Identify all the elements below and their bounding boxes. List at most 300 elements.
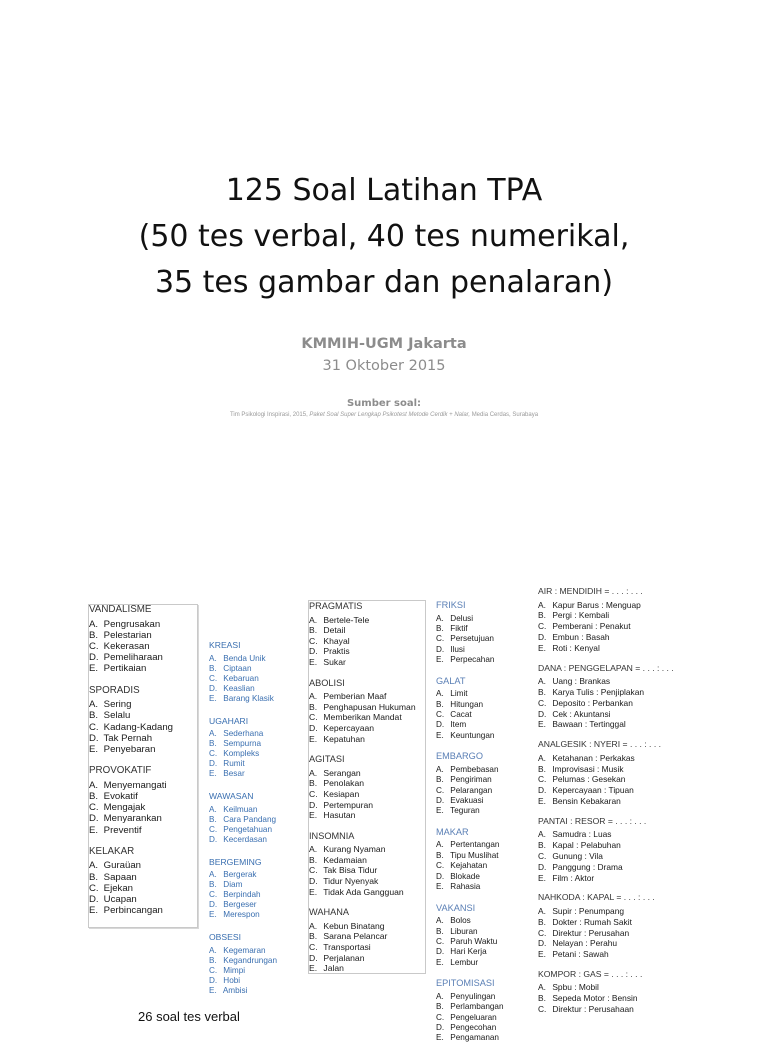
option-letter: A. bbox=[209, 870, 217, 880]
question-column-4 bbox=[436, 600, 536, 1043]
question-word: SPORADIS bbox=[89, 684, 140, 696]
option-letter: A. bbox=[538, 599, 546, 610]
option-letter: E. bbox=[309, 886, 318, 897]
option-text: Praktis bbox=[323, 646, 350, 657]
answer-option bbox=[309, 963, 425, 974]
option-letter: D. bbox=[309, 952, 318, 963]
option-letter: E. bbox=[538, 795, 546, 806]
question-block bbox=[436, 903, 536, 969]
question-word: PRAGMATIS bbox=[309, 601, 363, 611]
option-text: Khayal bbox=[323, 635, 350, 646]
option-text: Gunung : Vila bbox=[552, 850, 603, 861]
option-text: Sarana Pelancar bbox=[323, 931, 388, 942]
option-text: Rahasia bbox=[450, 882, 481, 892]
option-text: Cacat bbox=[450, 710, 472, 720]
answer-option bbox=[309, 734, 425, 745]
answer-option bbox=[209, 880, 297, 890]
option-text: Lembur bbox=[450, 957, 479, 967]
answer-option bbox=[89, 883, 197, 894]
answer-option bbox=[538, 676, 678, 687]
question-block bbox=[538, 663, 678, 731]
answer-option bbox=[436, 947, 536, 957]
option-letter: E. bbox=[436, 882, 444, 892]
question-block bbox=[309, 831, 425, 898]
answer-option bbox=[89, 791, 197, 802]
answer-option bbox=[309, 768, 425, 779]
question-block bbox=[538, 586, 678, 654]
question-column-2 bbox=[209, 640, 297, 1004]
option-letter: D. bbox=[209, 975, 218, 985]
option-text: Teguran bbox=[450, 806, 480, 816]
question-column-5 bbox=[538, 586, 678, 1024]
option-text: Deposito : Perbankan bbox=[552, 697, 633, 708]
option-letter: D. bbox=[436, 796, 445, 806]
answer-option bbox=[436, 851, 536, 861]
option-text: Mengajak bbox=[103, 802, 146, 814]
option-text: Kegandrungan bbox=[223, 955, 278, 965]
answer-option bbox=[209, 890, 297, 900]
option-letter: C. bbox=[309, 712, 318, 723]
option-text: Bergeser bbox=[223, 900, 257, 910]
question-block bbox=[209, 932, 297, 996]
option-text: Tidur Nyenyak bbox=[323, 876, 379, 887]
option-letter: A. bbox=[89, 618, 99, 630]
option-text: Panggung : Drama bbox=[552, 861, 623, 872]
option-letter: B. bbox=[538, 840, 546, 851]
option-text: Pengecohan bbox=[450, 1022, 497, 1032]
answer-option bbox=[209, 664, 297, 674]
option-letter: C. bbox=[89, 641, 99, 652]
option-text: Liburan bbox=[450, 926, 478, 936]
option-letter: A. bbox=[309, 767, 318, 778]
answer-option bbox=[436, 624, 536, 634]
answer-option bbox=[209, 986, 297, 996]
organization: KMMIH-UGM Jakarta bbox=[301, 336, 467, 352]
option-letter: D. bbox=[538, 631, 547, 642]
option-letter: C. bbox=[436, 936, 445, 946]
answer-option bbox=[89, 619, 197, 630]
option-letter: E. bbox=[538, 949, 546, 960]
answer-option bbox=[309, 789, 425, 800]
question-word: MAKAR bbox=[436, 826, 469, 837]
answer-option bbox=[89, 699, 197, 710]
option-letter: E. bbox=[538, 872, 546, 883]
answer-option bbox=[436, 1002, 536, 1012]
option-letter: E. bbox=[538, 719, 546, 730]
answer-option bbox=[89, 641, 197, 652]
option-letter: A. bbox=[436, 991, 444, 1001]
option-text: Pertempuran bbox=[323, 799, 374, 810]
option-letter: C. bbox=[436, 785, 445, 795]
option-text: Diam bbox=[223, 880, 243, 890]
option-text: Pelumas : Gesekan bbox=[552, 774, 626, 785]
option-letter: B. bbox=[309, 931, 318, 942]
option-text: Perbincangan bbox=[103, 905, 163, 917]
option-text: Kompleks bbox=[223, 749, 260, 759]
option-letter: C. bbox=[538, 850, 547, 861]
option-letter: D. bbox=[538, 861, 547, 872]
option-letter: A. bbox=[436, 916, 444, 926]
option-text: Keuntungan bbox=[450, 730, 495, 740]
answer-option bbox=[436, 1023, 536, 1033]
option-letter: C. bbox=[538, 1004, 547, 1015]
option-text: Pertentangan bbox=[450, 840, 500, 850]
option-letter: C. bbox=[309, 635, 318, 646]
option-letter: E. bbox=[89, 905, 99, 917]
option-letter: E. bbox=[209, 985, 217, 995]
option-text: Embun : Basah bbox=[552, 631, 610, 642]
option-text: Cek : Akuntansi bbox=[552, 708, 611, 719]
answer-option bbox=[538, 862, 678, 873]
option-letter: C. bbox=[89, 802, 99, 814]
answer-option bbox=[538, 753, 678, 764]
option-letter: C. bbox=[436, 1012, 445, 1022]
option-text: Limit bbox=[450, 689, 468, 699]
option-text: Spbu : Mobil bbox=[552, 982, 599, 993]
option-text: Ketahanan : Perkakas bbox=[552, 752, 635, 763]
option-letter: B. bbox=[209, 663, 217, 673]
answer-option bbox=[436, 700, 536, 710]
question-block bbox=[89, 766, 197, 836]
answer-option bbox=[209, 739, 297, 749]
option-text: Selalu bbox=[103, 710, 131, 722]
question-block bbox=[436, 827, 536, 893]
answer-option bbox=[309, 800, 425, 811]
option-text: Penyulingan bbox=[450, 991, 496, 1001]
answer-option bbox=[309, 931, 425, 942]
answer-option bbox=[209, 729, 297, 739]
option-letter: A. bbox=[538, 752, 546, 763]
option-letter: B. bbox=[436, 699, 444, 709]
answer-option bbox=[209, 654, 297, 664]
option-text: Supir : Penumpang bbox=[552, 905, 625, 916]
question-word: KREASI bbox=[209, 640, 241, 650]
answer-option bbox=[209, 684, 297, 694]
option-letter: E. bbox=[436, 655, 444, 665]
question-word: UGAHARI bbox=[209, 715, 249, 726]
answer-option bbox=[538, 906, 678, 917]
option-text: Bergerak bbox=[223, 870, 257, 880]
source-label: Sumber soal: bbox=[346, 398, 422, 409]
question-block bbox=[309, 678, 425, 745]
option-text: Benda Unik bbox=[223, 653, 266, 663]
option-text: Nelayan : Perahu bbox=[552, 938, 618, 949]
question-word: NAHKODA : KAPAL = . . . : . . . bbox=[538, 892, 655, 903]
option-letter: B. bbox=[209, 880, 217, 890]
option-text: Ucapan bbox=[103, 894, 137, 906]
answer-option bbox=[436, 655, 536, 665]
answer-option bbox=[89, 780, 197, 791]
option-text: Hari Kerja bbox=[450, 947, 487, 957]
answer-option bbox=[436, 840, 536, 850]
answer-option bbox=[436, 689, 536, 699]
answer-option bbox=[309, 615, 425, 626]
answer-option bbox=[436, 937, 536, 947]
option-letter: C. bbox=[538, 697, 547, 708]
answer-option bbox=[89, 802, 197, 813]
answer-option bbox=[309, 691, 425, 702]
option-text: Hasutan bbox=[323, 810, 356, 821]
answer-option bbox=[538, 610, 678, 621]
option-letter: D. bbox=[436, 644, 445, 654]
option-letter: C. bbox=[209, 824, 218, 834]
answer-option bbox=[538, 829, 678, 840]
option-letter: D. bbox=[309, 646, 318, 657]
option-text: Uang : Brankas bbox=[552, 676, 611, 687]
option-letter: B. bbox=[538, 993, 546, 1004]
option-letter: B. bbox=[436, 775, 444, 785]
option-letter: A. bbox=[209, 653, 217, 663]
option-letter: D. bbox=[436, 871, 445, 881]
answer-option bbox=[309, 636, 425, 647]
option-text: Kapal : Pelabuhan bbox=[552, 840, 621, 851]
answer-option bbox=[436, 710, 536, 720]
option-text: Petani : Sawah bbox=[552, 949, 609, 960]
option-letter: D. bbox=[89, 652, 99, 664]
answer-option bbox=[309, 778, 425, 789]
answer-option bbox=[436, 645, 536, 655]
option-letter: D. bbox=[436, 947, 445, 957]
option-text: Tak Bisa Tidur bbox=[323, 865, 378, 876]
option-letter: B. bbox=[309, 854, 318, 865]
option-text: Pemeliharaan bbox=[103, 652, 163, 664]
answer-option bbox=[89, 813, 197, 824]
option-text: Blokade bbox=[450, 871, 480, 881]
answer-option bbox=[538, 993, 678, 1004]
date: 31 Oktober 2015 bbox=[322, 358, 446, 374]
option-text: Perjalanan bbox=[323, 952, 365, 963]
option-letter: C. bbox=[436, 710, 445, 720]
option-text: Kecerdasan bbox=[223, 834, 267, 844]
option-letter: D. bbox=[209, 900, 218, 910]
option-letter: A. bbox=[538, 905, 546, 916]
option-text: Tidak Ada Gangguan bbox=[323, 886, 404, 897]
answer-option bbox=[209, 870, 297, 880]
answer-option bbox=[436, 861, 536, 871]
option-letter: B. bbox=[209, 739, 217, 749]
option-text: Kadang-Kadang bbox=[103, 721, 174, 733]
option-letter: D. bbox=[436, 720, 445, 730]
answer-option bbox=[89, 872, 197, 883]
question-word: VAKANSI bbox=[436, 902, 476, 913]
option-text: Menyarankan bbox=[103, 813, 162, 825]
option-letter: D. bbox=[309, 799, 318, 810]
answer-option bbox=[538, 982, 678, 993]
option-letter: E. bbox=[436, 730, 444, 740]
option-letter: A. bbox=[436, 764, 444, 774]
option-letter: A. bbox=[436, 689, 444, 699]
question-word: FRIKSI bbox=[436, 600, 466, 610]
option-letter: E. bbox=[309, 733, 318, 744]
option-text: Penolakan bbox=[323, 778, 365, 789]
option-text: Memberikan Mandat bbox=[323, 712, 402, 723]
option-letter: C. bbox=[538, 621, 547, 632]
question-word: WAHANA bbox=[309, 907, 349, 918]
question-block bbox=[436, 978, 536, 1044]
option-letter: E. bbox=[209, 693, 217, 703]
question-word: OBSESI bbox=[209, 932, 241, 943]
question-word: ANALGESIK : NYERI = . . . : . . . bbox=[538, 739, 661, 750]
option-letter: D. bbox=[538, 708, 547, 719]
answer-option bbox=[436, 786, 536, 796]
option-letter: A. bbox=[538, 982, 546, 993]
option-text: Pemberian Maaf bbox=[323, 691, 387, 702]
answer-option bbox=[89, 630, 197, 641]
answer-option bbox=[89, 663, 197, 674]
answer-option bbox=[436, 720, 536, 730]
question-word: ABOLISI bbox=[309, 677, 345, 688]
option-letter: C. bbox=[209, 965, 218, 975]
answer-option bbox=[436, 916, 536, 926]
option-letter: B. bbox=[436, 1002, 444, 1012]
answer-option bbox=[309, 876, 425, 887]
option-letter: A. bbox=[436, 840, 444, 850]
option-text: Penyebaran bbox=[103, 744, 156, 756]
answer-option bbox=[538, 796, 678, 807]
option-text: Ciptaan bbox=[223, 663, 252, 673]
answer-option bbox=[436, 882, 536, 892]
option-letter: A. bbox=[436, 613, 444, 623]
question-word: GALAT bbox=[436, 675, 466, 686]
option-text: Besar bbox=[223, 769, 245, 779]
answer-option bbox=[309, 855, 425, 866]
question-block bbox=[209, 640, 297, 704]
option-letter: C. bbox=[436, 634, 445, 644]
question-word: EMBARGO bbox=[436, 751, 483, 762]
option-letter: B. bbox=[538, 763, 546, 774]
option-letter: D. bbox=[309, 876, 318, 887]
option-letter: B. bbox=[538, 686, 546, 697]
option-text: Barang Klasik bbox=[223, 693, 274, 703]
answer-option bbox=[538, 938, 678, 949]
answer-option bbox=[538, 632, 678, 643]
option-text: Merespon bbox=[223, 910, 260, 920]
option-letter: B. bbox=[209, 955, 217, 965]
option-letter: B. bbox=[309, 701, 318, 712]
answer-option bbox=[209, 825, 297, 835]
answer-option bbox=[538, 600, 678, 611]
option-text: Penghapusan Hukuman bbox=[323, 701, 416, 712]
option-text: Perpecahan bbox=[450, 655, 495, 665]
option-text: Pengetahuan bbox=[223, 824, 272, 834]
answer-option bbox=[209, 749, 297, 759]
answer-option bbox=[436, 872, 536, 882]
source-book-title: Paket Soal Super Lengkap Psikotest Metode Cerdik + Nalar, bbox=[309, 412, 471, 418]
question-block bbox=[436, 600, 536, 666]
option-text: Sering bbox=[103, 699, 132, 711]
question-block bbox=[309, 601, 425, 668]
question-word: PANTAI : RESOR = . . . : . . . bbox=[538, 815, 647, 826]
question-block bbox=[89, 847, 197, 917]
option-text: Perlambangan bbox=[450, 1002, 504, 1012]
option-text: Kepercayaan : Tipuan bbox=[552, 785, 634, 796]
question-block bbox=[538, 892, 678, 960]
option-text: Rumit bbox=[223, 759, 245, 769]
answer-option bbox=[436, 634, 536, 644]
option-letter: D. bbox=[209, 759, 218, 769]
option-text: Sapaan bbox=[103, 871, 137, 883]
answer-option bbox=[309, 953, 425, 964]
option-text: Item bbox=[450, 720, 467, 730]
answer-option bbox=[309, 723, 425, 734]
option-letter: C. bbox=[309, 942, 318, 953]
option-text: Serangan bbox=[323, 767, 361, 778]
answer-option bbox=[309, 712, 425, 723]
caption: 26 soal tes verbal bbox=[138, 1009, 240, 1024]
answer-option bbox=[89, 905, 197, 916]
option-text: Pengiriman bbox=[450, 775, 492, 785]
option-text: Fiktif bbox=[450, 624, 468, 633]
answer-option bbox=[89, 894, 197, 905]
answer-option bbox=[436, 775, 536, 785]
option-letter: E. bbox=[436, 1033, 444, 1043]
answer-option bbox=[538, 785, 678, 796]
answer-option bbox=[538, 917, 678, 928]
title-line-1: 125 Soal Latihan TPA bbox=[225, 173, 543, 208]
option-text: Bensin Kebakaran bbox=[552, 795, 621, 806]
question-word: PROVOKATIF bbox=[89, 765, 152, 777]
question-block bbox=[538, 969, 678, 1015]
answer-option bbox=[209, 835, 297, 845]
option-letter: C. bbox=[309, 865, 318, 876]
question-block bbox=[209, 716, 297, 780]
question-word: KOMPOR : GAS = . . . : . . . bbox=[538, 968, 643, 979]
option-letter: A. bbox=[209, 729, 217, 739]
option-text: Kejahatan bbox=[450, 861, 488, 871]
option-letter: B. bbox=[89, 871, 99, 883]
option-letter: B. bbox=[538, 916, 546, 927]
source-publisher: Media Cerdas, Surabaya bbox=[471, 412, 539, 418]
option-letter: B. bbox=[309, 778, 318, 789]
option-letter: D. bbox=[538, 785, 547, 796]
answer-option bbox=[309, 625, 425, 636]
option-letter: A. bbox=[309, 920, 318, 931]
option-letter: C. bbox=[538, 927, 547, 938]
answer-option bbox=[538, 709, 678, 720]
option-letter: E. bbox=[209, 769, 217, 779]
question-word: INSOMNIA bbox=[309, 830, 355, 841]
question-block bbox=[209, 791, 297, 845]
answer-option bbox=[436, 806, 536, 816]
option-letter: B. bbox=[89, 791, 99, 803]
answer-option bbox=[89, 825, 197, 836]
page-title bbox=[0, 168, 768, 306]
answer-option bbox=[209, 910, 297, 920]
option-text: Jalan bbox=[323, 963, 344, 974]
answer-option bbox=[309, 646, 425, 657]
option-text: Kepercayaan bbox=[323, 722, 375, 733]
option-text: Paruh Waktu bbox=[450, 936, 498, 946]
option-text: Dokter : Rumah Sakit bbox=[552, 916, 632, 927]
option-letter: B. bbox=[436, 850, 444, 860]
option-text: Tak Pernah bbox=[103, 732, 153, 744]
answer-option bbox=[436, 927, 536, 937]
answer-option bbox=[538, 643, 678, 654]
option-text: Direktur : Perusahaan bbox=[552, 1004, 634, 1015]
answer-option bbox=[436, 765, 536, 775]
answer-option bbox=[538, 949, 678, 960]
question-word: VANDALISME bbox=[89, 604, 152, 615]
question-block bbox=[309, 907, 425, 974]
answer-option bbox=[209, 956, 297, 966]
option-text: Menyemangati bbox=[103, 779, 167, 791]
option-letter: C. bbox=[89, 721, 99, 733]
option-text: Kekerasan bbox=[103, 641, 150, 652]
option-letter: D. bbox=[89, 732, 99, 744]
option-text: Guraüan bbox=[103, 860, 142, 872]
option-letter: E. bbox=[209, 910, 217, 920]
question-block bbox=[89, 605, 197, 675]
